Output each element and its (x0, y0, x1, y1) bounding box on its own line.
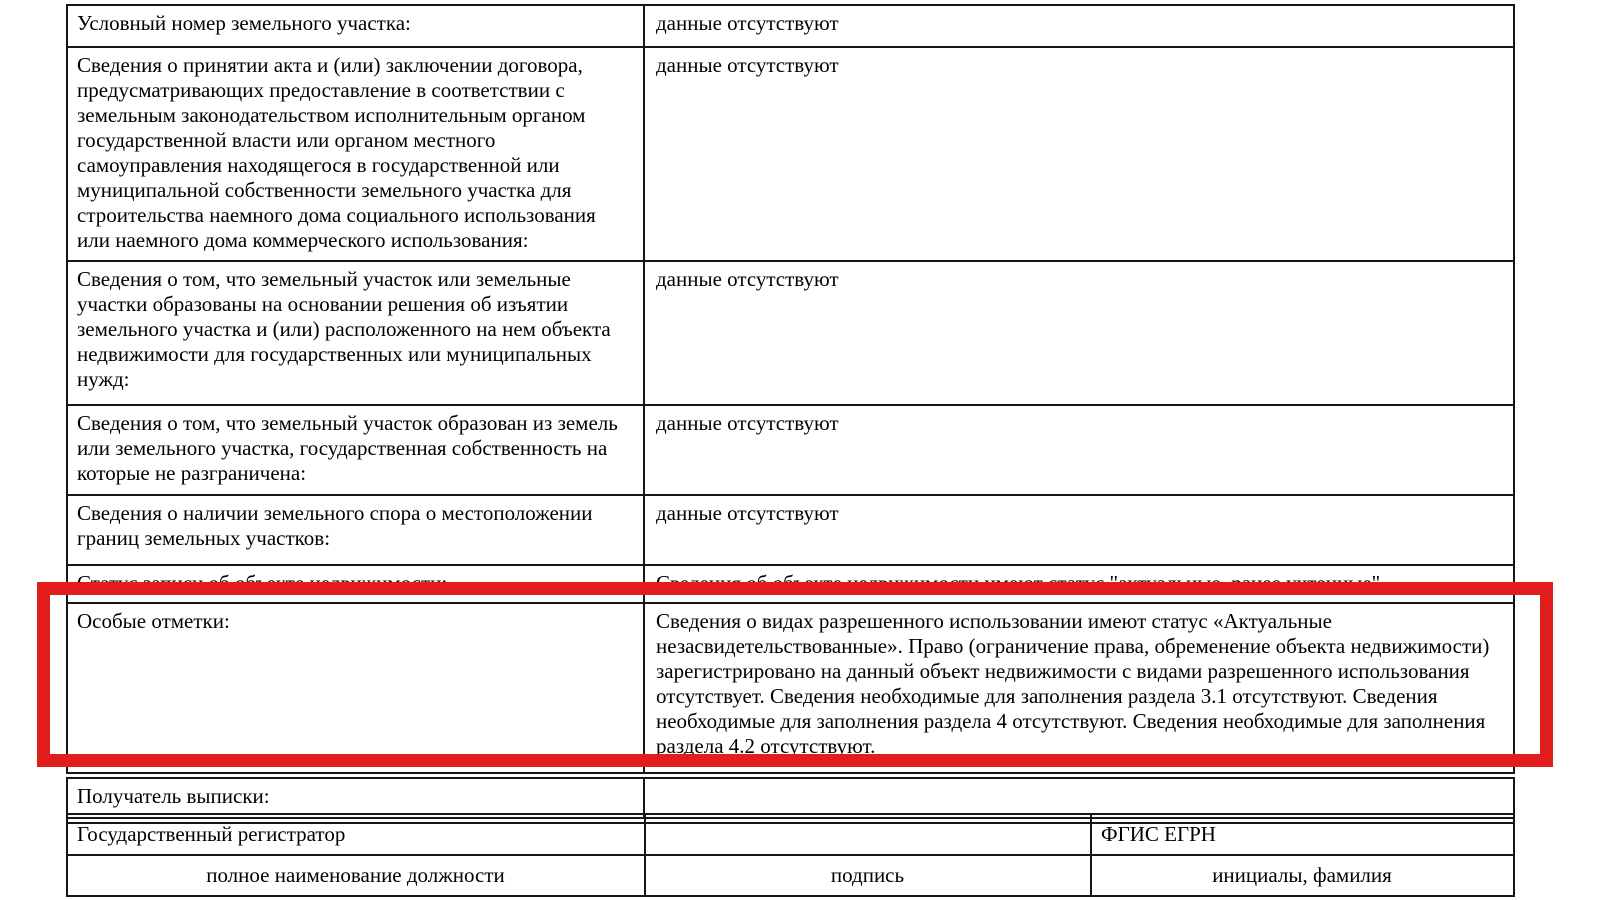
caption-name-cell: инициалы, фамилия (1091, 855, 1514, 896)
registrar-cell: Государственный регистратор (67, 814, 645, 855)
signature-table (66, 813, 1515, 897)
table-row (67, 855, 1514, 896)
row-label-special-notes: Особые отметки: (67, 603, 644, 776)
table-row (67, 405, 1514, 495)
row-value-special-notes: Сведения о видах разрешенного использовании имеют статус «Актуальные незасвидетельствованные». Право (ограничение права, обременение объекта недвижимости) зарегистрировано на данный объект недвижимости с видами разрешенного использования отсутствует. Сведения необходимые для заполнения раздела 3.1 отсутствуют. Сведения необходимые для заполнения раздела 4 отсутствуют. Сведения необходимые для заполнения раздела 4.2 отсутствуют. (644, 603, 1514, 776)
table-row (67, 5, 1514, 47)
table-row (67, 814, 1514, 855)
row-value-act-contract: данные отсутствуют (644, 47, 1514, 261)
registrar-signature-cell (645, 814, 1091, 855)
row-value-boundary-dispute: данные отсутствуют (644, 495, 1514, 565)
row-label-boundary-dispute: Сведения о наличии земельного спора о местоположении границ земельных участков: (67, 495, 644, 565)
caption-position-cell: полное наименование должности (67, 855, 645, 896)
caption-signature-cell: подпись (645, 855, 1091, 896)
table-row-special-notes (67, 603, 1514, 776)
row-label-seizure-decision: Сведения о том, что земельный участок или земельные участки образованы на основании решения об изъятии земельного участка и (или) расположенного на нем объекта недвижимости для государственных или муниципальных нужд: (67, 261, 644, 405)
row-value-record-status: Сведения об объекте недвижимости имеют статус "актуальные, ранее учтенные" (644, 565, 1514, 603)
row-label-act-contract: Сведения о принятии акта и (или) заключении договора, предусматривающих предоставление в соответствии с земельным законодательством исполнительным органом государственной власти или органом местного самоуправления находящегося в государственной или муниципальной собственности земельного участка для строительства наемного дома социального использования или наемного дома коммерческого использования: (67, 47, 644, 261)
fgis-egrn-cell: ФГИС ЕГРН (1091, 814, 1514, 855)
main-table (66, 4, 1515, 824)
table-row (67, 261, 1514, 405)
row-value-seizure-decision: данные отсутствуют (644, 261, 1514, 405)
row-label-extract-recipient: Получатель выписки: (67, 776, 644, 821)
row-label-undelimited-ownership: Сведения о том, что земельный участок образован из земель или земельного участка, государственная собственность на которые не разграничена: (67, 405, 644, 495)
table-row (67, 565, 1514, 603)
table-row (67, 495, 1514, 565)
row-label-record-status: Статус записи об объекте недвижимости: (67, 565, 644, 603)
row-value-undelimited-ownership: данные отсутствуют (644, 405, 1514, 495)
row-value-conditional-number: данные отсутствуют (644, 5, 1514, 47)
table-row (67, 47, 1514, 261)
row-label-conditional-number: Условный номер земельного участка: (67, 5, 644, 47)
